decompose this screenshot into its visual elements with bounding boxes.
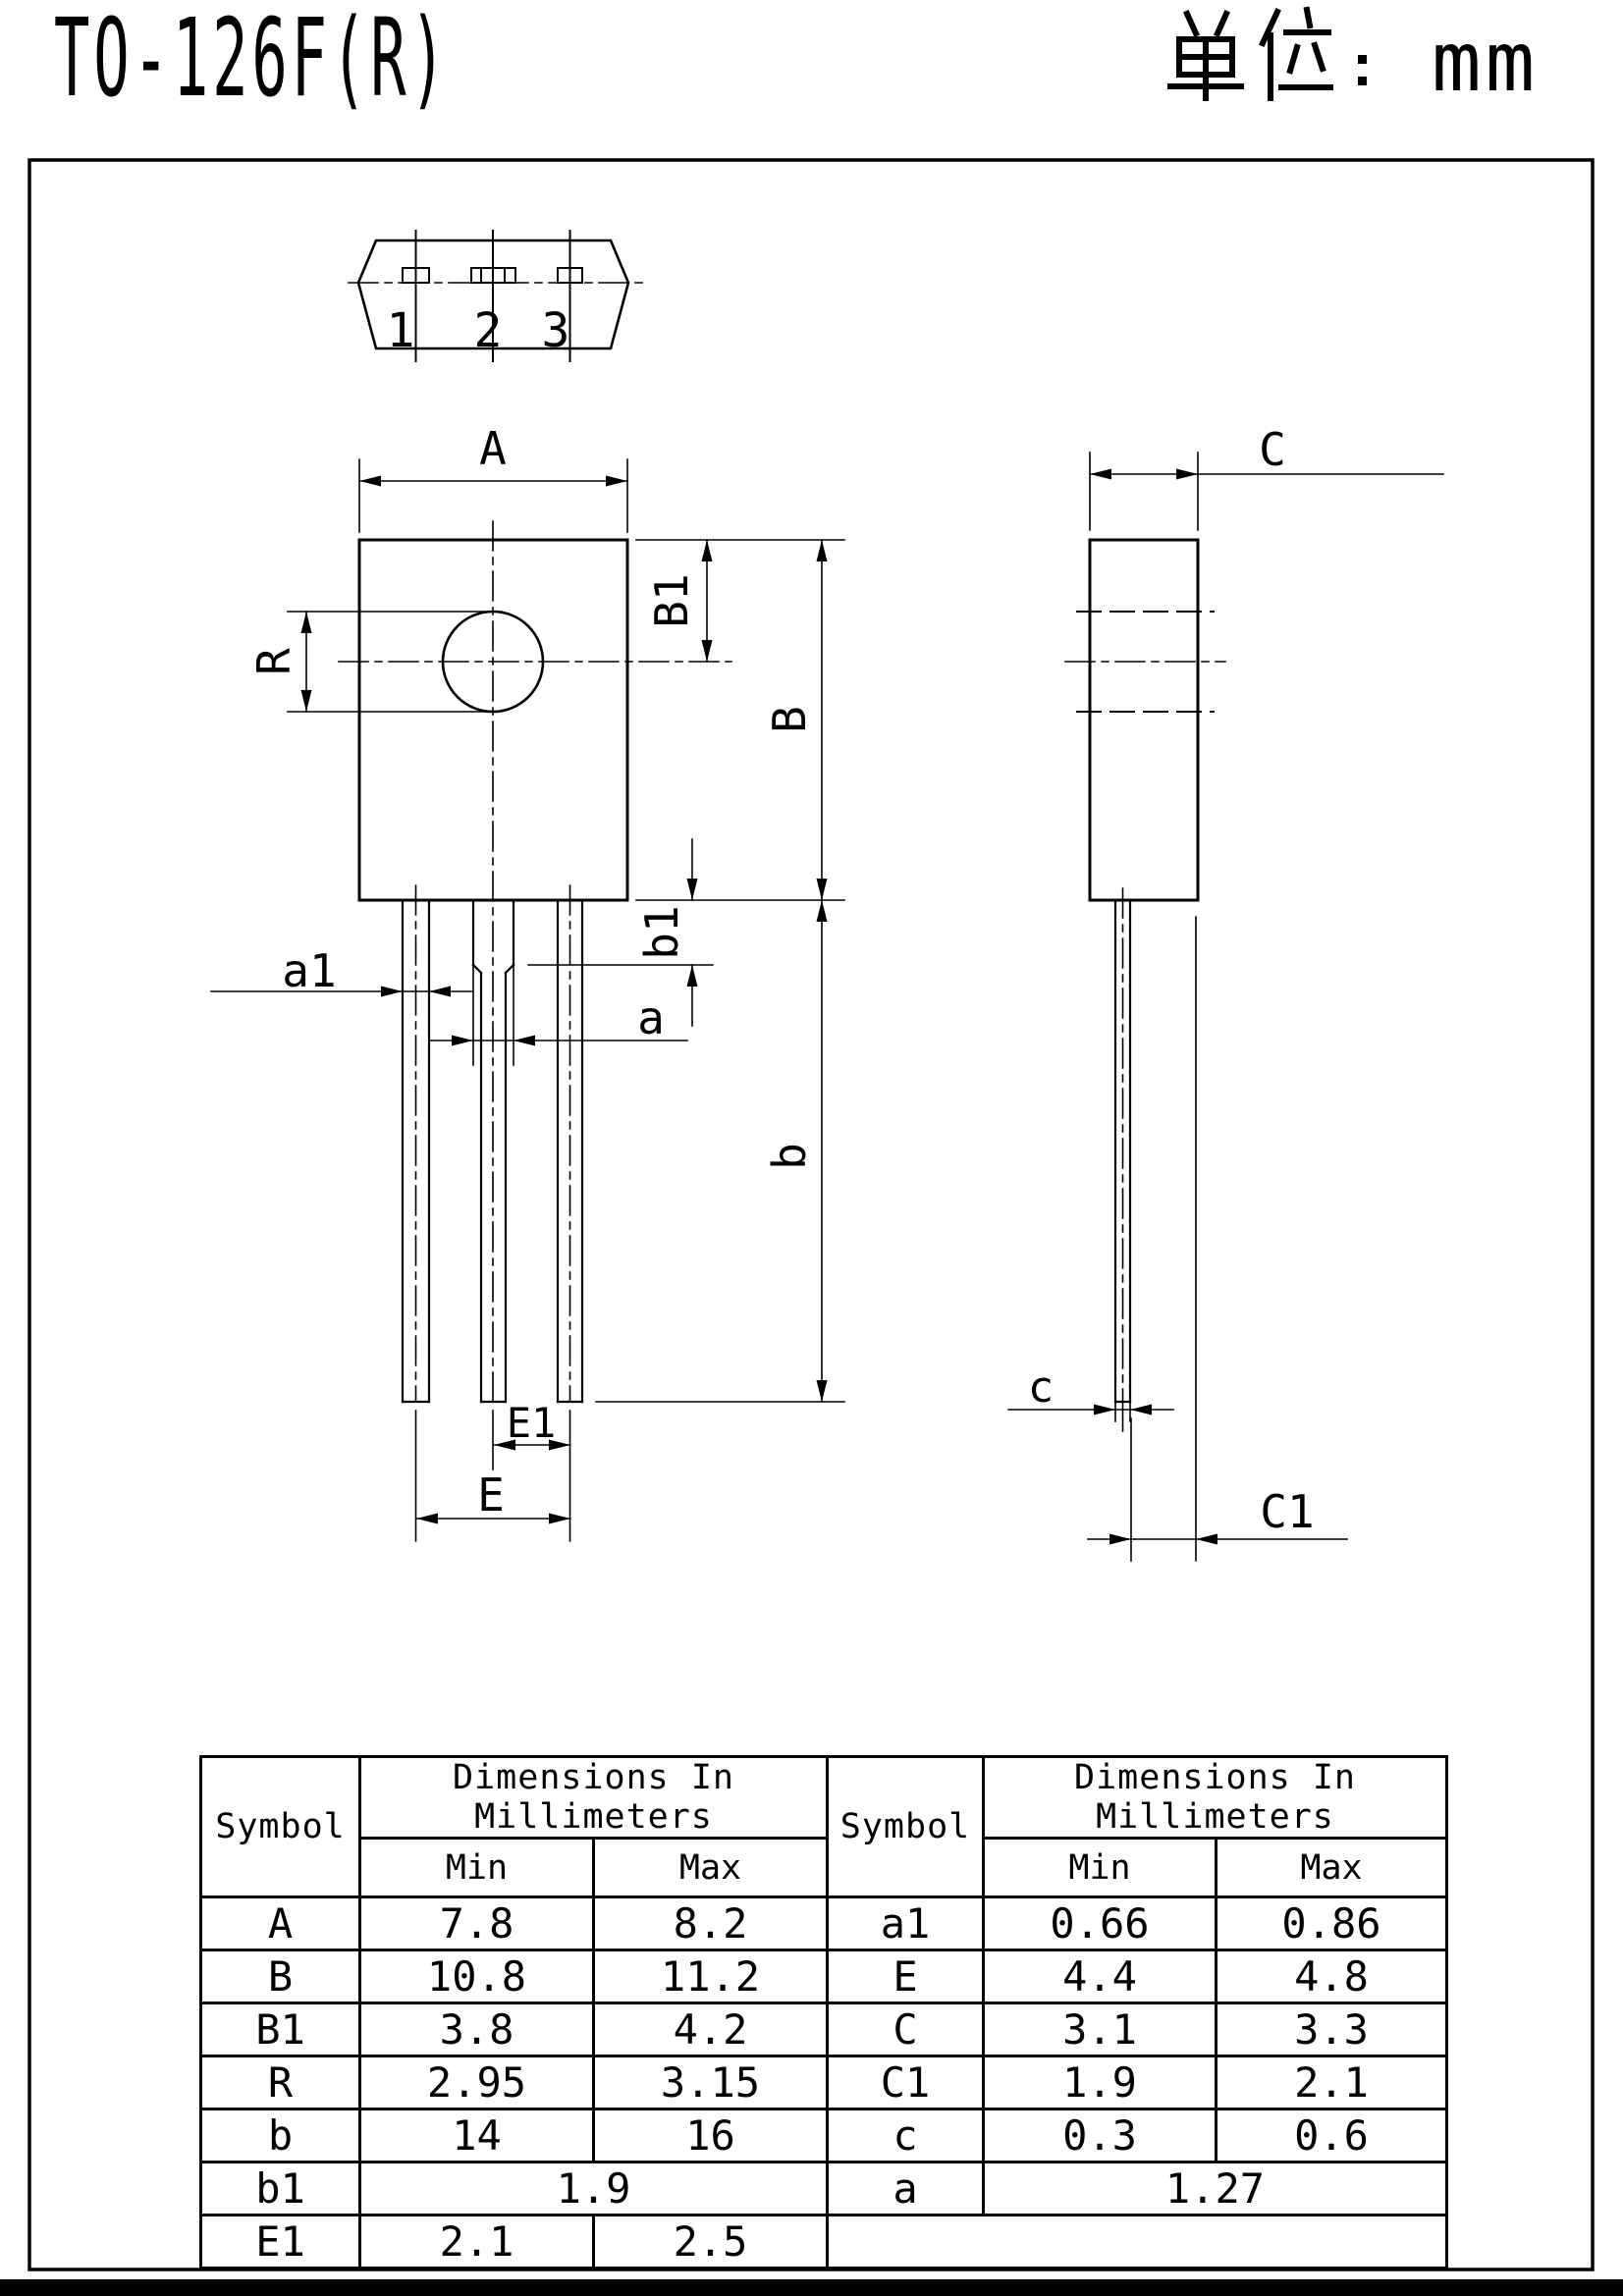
table-row <box>201 2216 828 2269</box>
max-header: Max <box>594 1839 828 1897</box>
table-cell: 3.15 <box>594 2056 828 2109</box>
table-cell: 11.2 <box>594 1950 828 2003</box>
dim-label-C1: C1 <box>1260 1485 1315 1538</box>
table-cell-empty <box>828 2216 1447 2269</box>
table-cell: c <box>828 2109 984 2163</box>
table-cell: 10.8 <box>360 1950 594 2003</box>
table-cell-merged: 1.9 <box>360 2163 828 2216</box>
dim-label-c: c <box>1027 1362 1055 1413</box>
side-view <box>1008 423 1443 1561</box>
front-view <box>211 422 844 1541</box>
table-row <box>828 2216 1447 2269</box>
table-row <box>201 1950 828 2003</box>
bottom-scan-bar <box>0 2279 1623 2296</box>
table-cell: a1 <box>828 1897 984 1950</box>
table-cell: 3.8 <box>360 2003 594 2056</box>
table-row <box>201 2056 828 2109</box>
table-cell: C <box>828 2003 984 2056</box>
unit-label-mm: mm <box>1432 14 1540 110</box>
table-cell: 4.4 <box>984 1950 1217 2003</box>
table-cell: 3.3 <box>1217 2003 1447 2056</box>
table-cell: B1 <box>201 2003 360 2056</box>
dimension-table-right <box>826 1755 1448 2269</box>
table-row <box>201 1897 828 1950</box>
top-view <box>349 231 643 361</box>
table-cell-merged: 1.27 <box>984 2163 1447 2216</box>
pin-2-label: 2 <box>473 303 503 358</box>
side-extension-lines <box>1090 453 1198 1561</box>
front-dimension-lines <box>211 481 822 1519</box>
symbol-header: Symbol <box>828 1757 984 1897</box>
dimension-tables <box>199 1755 1448 2269</box>
table-cell: 2.5 <box>594 2216 828 2269</box>
table-cell: 8.2 <box>594 1897 828 1950</box>
table-cell: 0.3 <box>984 2109 1217 2163</box>
dim-label-C: C <box>1259 423 1286 476</box>
table-cell: 1.9 <box>984 2056 1217 2109</box>
dim-label-a1: a1 <box>282 944 337 997</box>
table-row <box>201 2109 828 2163</box>
table-row <box>201 2163 828 2216</box>
table-cell: 7.8 <box>360 1897 594 1950</box>
min-header: Min <box>360 1839 594 1897</box>
dim-label-B1: B1 <box>645 573 698 628</box>
table-row <box>828 2109 1447 2163</box>
table-cell: 2.1 <box>360 2216 594 2269</box>
table-cell: R <box>201 2056 360 2109</box>
colon-dot-top <box>1358 55 1367 64</box>
min-header: Min <box>984 1839 1217 1897</box>
table-cell: 14 <box>360 2109 594 2163</box>
dim-label-E: E <box>477 1468 505 1522</box>
pin-1-label: 1 <box>386 303 415 358</box>
table-cell: C1 <box>828 2056 984 2109</box>
table-cell: B <box>201 1950 360 2003</box>
front-arrowheads <box>301 476 828 1524</box>
colon-dot-bottom <box>1358 77 1367 85</box>
dim-label-a: a <box>637 991 665 1044</box>
dim-label-b: b <box>763 1143 816 1170</box>
table-row <box>828 2163 1447 2216</box>
front-extension-lines <box>288 459 844 1541</box>
side-dimension-lines <box>1008 474 1443 1539</box>
hanzi-dan-dots <box>1187 14 1226 33</box>
side-body-outline <box>1090 540 1198 900</box>
table-cell: E1 <box>201 2216 360 2269</box>
dim-label-E1: E1 <box>506 1399 557 1447</box>
table-cell: 3.1 <box>984 2003 1217 2056</box>
table-cell: 0.6 <box>1217 2109 1447 2163</box>
dim-label-A: A <box>479 422 507 475</box>
pin-3-label: 3 <box>541 303 570 358</box>
table-row <box>828 2056 1447 2109</box>
dim-label-b1: b1 <box>635 905 688 960</box>
max-header: Max <box>1217 1839 1447 1897</box>
dim-header: Dimensions In Millimeters <box>984 1757 1447 1839</box>
table-cell: 4.2 <box>594 2003 828 2056</box>
symbol-header: Symbol <box>201 1757 360 1897</box>
table-cell: b1 <box>201 2163 360 2216</box>
table-row <box>828 2003 1447 2056</box>
table-cell: E <box>828 1950 984 2003</box>
table-cell: 4.8 <box>1217 1950 1447 2003</box>
table-cell: a <box>828 2163 984 2216</box>
table-row <box>828 1897 1447 1950</box>
dim-header: Dimensions In Millimeters <box>360 1757 828 1839</box>
page-title: TO-126F(R) <box>54 0 450 121</box>
dimension-table-left <box>199 1755 829 2269</box>
table-cell: 16 <box>594 2109 828 2163</box>
unit-label-cn <box>1170 10 1367 98</box>
table-cell: 0.66 <box>984 1897 1217 1950</box>
table-row <box>828 1950 1447 2003</box>
table-cell: 2.1 <box>1217 2056 1447 2109</box>
table-cell: b <box>201 2109 360 2163</box>
table-cell: 2.95 <box>360 2056 594 2109</box>
dim-label-R: R <box>247 648 300 675</box>
hanzi-wei-strokes <box>1263 10 1330 98</box>
dim-label-B: B <box>763 706 816 733</box>
table-cell: 0.86 <box>1217 1897 1447 1950</box>
table-row <box>201 2003 828 2056</box>
table-cell: A <box>201 1897 360 1950</box>
